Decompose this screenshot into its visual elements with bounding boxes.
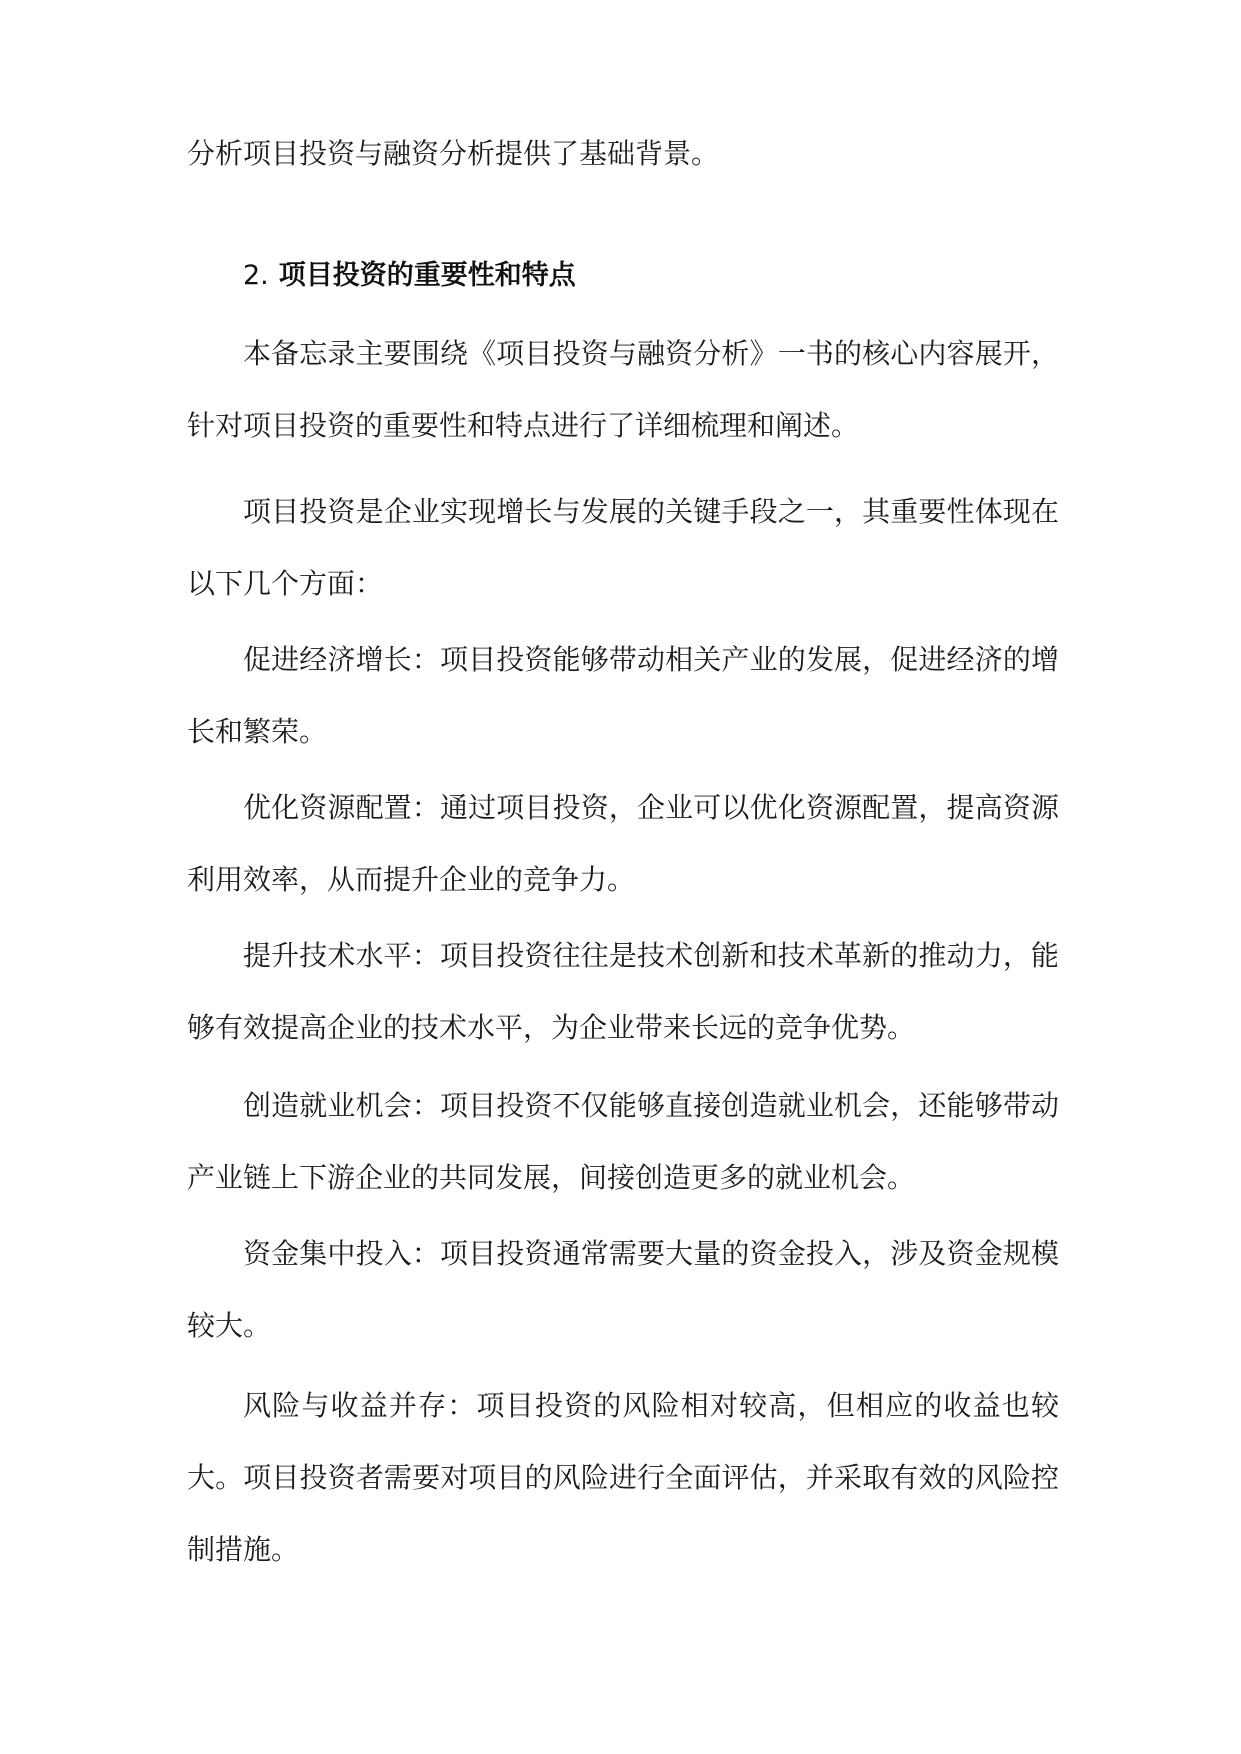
section-title: 项目投资的重要性和特点 [278, 260, 576, 291]
paragraph-technology-level: 提升技术水平：项目投资往往是技术创新和技术革新的推动力，能够有效提高企业的技术水平，为企业带来长远的竞争优势。 [187, 939, 1059, 1044]
paragraph-intro: 本备忘录主要围绕《项目投资与融资分析》一书的核心内容展开，针对项目投资的重要性和特点进行了详细梳理和阐述。 [187, 337, 1059, 442]
section-number: 2. [243, 260, 269, 291]
paragraph-resource-allocation: 优化资源配置：通过项目投资，企业可以优化资源配置，提高资源利用效率，从而提升企业的竞争力。 [187, 791, 1059, 896]
paragraph-importance: 项目投资是企业实现增长与发展的关键手段之一，其重要性体现在以下几个方面： [187, 495, 1059, 600]
paragraph-risk-return: 风险与收益并存：项目投资的风险相对较高，但相应的收益也较大。项目投资者需要对项目的风险进行全面评估，并采取有效的风险控制措施。 [187, 1389, 1059, 1566]
paragraph-employment: 创造就业机会：项目投资不仅能够直接创造就业机会，还能够带动产业链上下游企业的共同发展，间接创造更多的就业机会。 [187, 1089, 1059, 1194]
section-heading [243, 240, 576, 312]
paragraph-economic-growth: 促进经济增长：项目投资能够带动相关产业的发展，促进经济的增长和繁荣。 [187, 643, 1059, 748]
paragraph-capital-input: 资金集中投入：项目投资通常需要大量的资金投入，涉及资金规模较大。 [187, 1237, 1059, 1342]
lead-continuation-paragraph: 分析项目投资与融资分析提供了基础背景。 [187, 137, 720, 170]
